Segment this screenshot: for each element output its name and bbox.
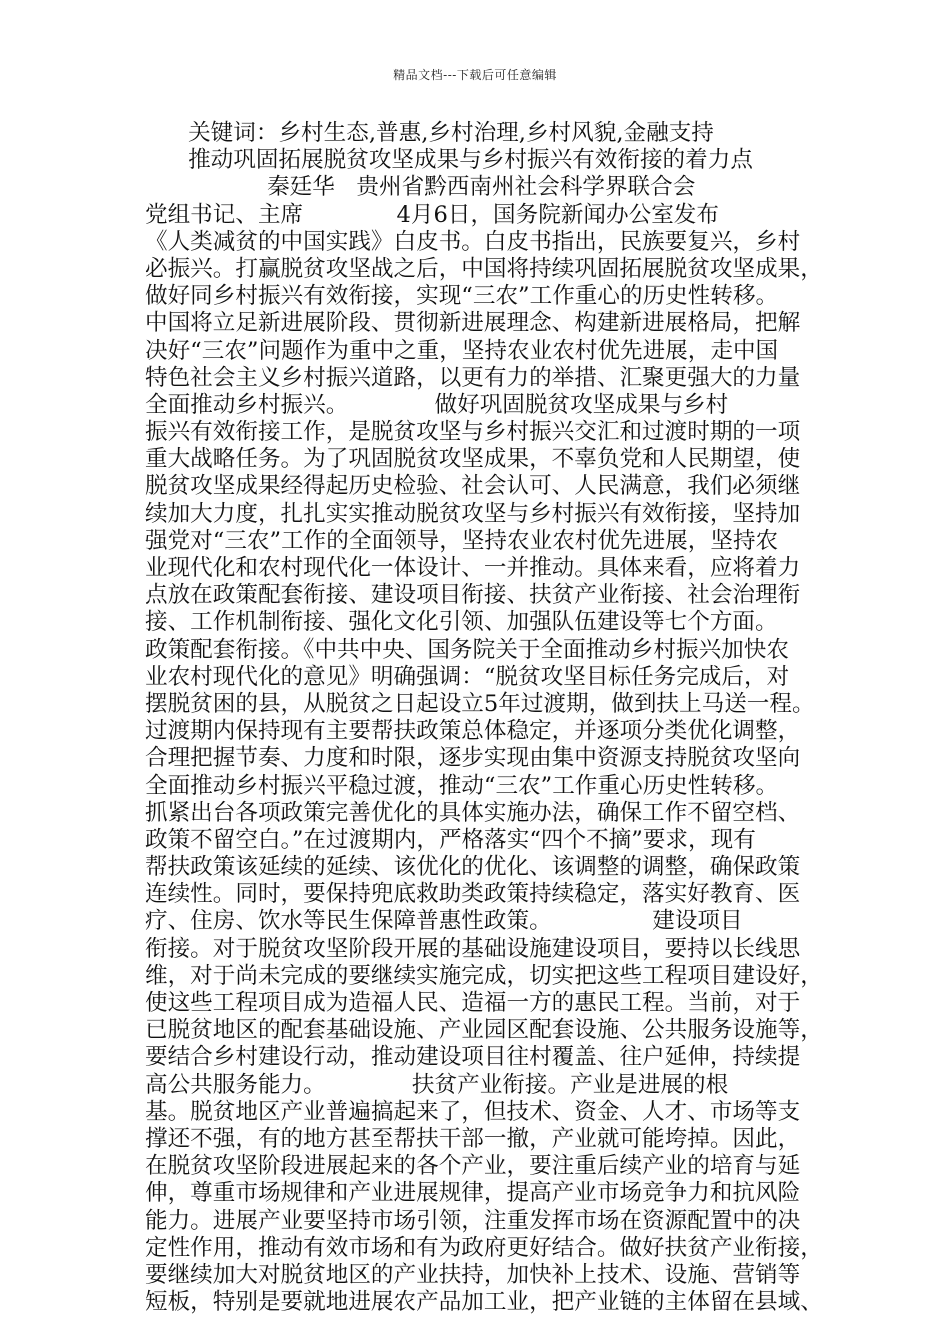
text-line: 中国将立足新进展阶段、贯彻新进展理念、构建新进展格局，把解 — [145, 310, 801, 337]
text-line: 要结合乡村建设行动，推动建设项目往村覆盖、往户延伸，持续提 — [145, 1044, 801, 1071]
text-line: 续加大力度，扎扎实实推动脱贫攻坚与乡村振兴有效衔接，坚持加 — [145, 500, 801, 527]
text-line: 帮扶政策该延续的延续、该优化的优化、该调整的调整，确保政策 — [145, 854, 801, 881]
text-line: 必振兴。打赢脱贫攻坚战之后，中国将持续巩固拓展脱贫攻坚成果， — [145, 255, 823, 282]
text-line: 已脱贫地区的配套基础设施、产业园区配套设施、公共服务设施等， — [145, 1017, 823, 1044]
text-line: 过渡期内保持现有主要帮扶政策总体稳定，并逐项分类优化调整， — [145, 718, 801, 745]
text-line: 基。脱贫地区产业普遍搞起来了，但技术、资金、人才、市场等支 — [145, 1098, 801, 1125]
text-line: 全面推动乡村振兴。 做好巩固脱贫攻坚成果与乡村 — [145, 391, 729, 418]
text-line: 能力。进展产业要坚持市场引领，注重发挥市场在资源配置中的决 — [145, 1207, 801, 1234]
text-line: 要继续加大对脱贫地区的产业扶持，加快补上技术、设施、营销等 — [145, 1261, 801, 1288]
text-line: 点放在政策配套衔接、建设项目衔接、扶贫产业衔接、社会治理衔 — [145, 582, 801, 609]
text-line: 摆脱贫困的县，从脱贫之日起设立5年过渡期，做到扶上马送一程。 — [145, 690, 815, 717]
text-line: 衔接。对于脱贫攻坚阶段开展的基础设施建设项目，要持以长线思 — [145, 935, 801, 962]
text-line: 政策配套衔接。《中共中央、国务院关于全面推动乡村振兴加快农 — [145, 636, 789, 663]
text-line: 合理把握节奏、力度和时限，逐步实现由集中资源支持脱贫攻坚向 — [145, 745, 801, 772]
text-line: 抓紧出台各项政策完善优化的具体实施办法，确保工作不留空档、 — [145, 799, 801, 826]
text-line: 撑还不强，有的地方甚至帮扶干部一撤，产业就可能垮掉。因此， — [145, 1125, 801, 1152]
text-line: 政策不留空白。”在过渡期内，严格落实“四个不摘”要求，现有 — [145, 826, 756, 853]
text-line: 做好同乡村振兴有效衔接，实现“三农”工作重心的历史性转移。 — [145, 283, 779, 310]
text-line: 党组书记、主席 4月6日，国务院新闻办公室发布 — [145, 201, 719, 228]
text-line: 强党对“三农”工作的全面领导，坚持农业农村优先进展，坚持农 — [145, 527, 779, 554]
text-line: 使这些工程项目成为造福人民、造福一方的惠民工程。当前，对于 — [145, 990, 801, 1016]
text-line: 短板，特别是要就地进展农产品加工业，把产业链的主体留在县域、 — [145, 1289, 823, 1316]
text-line: 疗、住房、饮水等民生保障普惠性政策。 建设项目 — [145, 908, 743, 935]
document-body — [145, 120, 825, 1316]
text-line: 连续性。同时，要保持兜底救助类政策持续稳定，落实好教育、医 — [145, 881, 801, 908]
text-line: 秦廷华 贵州省黔西南州社会科学界联合会 — [145, 174, 696, 201]
text-line: 在脱贫攻坚阶段进展起来的各个产业，要注重后续产业的培育与延 — [145, 1153, 801, 1180]
page-header-watermark: 精品文档---下载后可任意编辑 — [393, 68, 557, 82]
text-line: 伸，尊重市场规律和产业进展规律，提高产业市场竞争力和抗风险 — [145, 1180, 801, 1207]
text-line: 全面推动乡村振兴平稳过渡，推动“三农”工作重心历史性转移。 — [145, 772, 779, 799]
text-line: 接、工作机制衔接、强化文化引领、加强队伍建设等七个方面。 — [145, 609, 778, 636]
text-line: 高公共服务能力。 扶贫产业衔接。产业是进展的根 — [145, 1071, 729, 1098]
text-line: 定性作用，推动有效市场和有为政府更好结合。做好扶贫产业衔接， — [145, 1234, 823, 1261]
text-line: 决好“三农”问题作为重中之重，坚持农业农村优先进展，走中国 — [145, 337, 779, 364]
text-line: 业农村现代化的意见》明确强调：“脱贫攻坚目标任务完成后，对 — [145, 663, 790, 690]
text-line: 脱贫攻坚成果经得起历史检验、社会认可、人民满意，我们必须继 — [145, 473, 801, 500]
text-line: 特色社会主义乡村振兴道路，以更有力的举措、汇聚更强大的力量 — [145, 364, 801, 391]
text-line: 重大战略任务。为了巩固脱贫攻坚成果，不辜负党和人民期望，使 — [145, 446, 801, 473]
text-line: 维，对于尚未完成的要继续实施完成，切实把这些工程项目建设好， — [145, 962, 823, 989]
text-line: 振兴有效衔接工作，是脱贫攻坚与乡村振兴交汇和过渡时期的一项 — [145, 419, 801, 446]
text-line: 关键词：乡村生态,普惠,乡村治理,乡村风貌,金融支持 — [145, 120, 714, 146]
text-line: 业现代化和农村现代化一体设计、一并推动。具体来看，应将着力 — [145, 555, 801, 581]
text-line: 推动巩固拓展脱贫攻坚成果与乡村振兴有效衔接的着力点 — [145, 147, 753, 174]
text-line: 《人类减贫的中国实践》白皮书。白皮书指出，民族要复兴，乡村 — [145, 228, 801, 255]
